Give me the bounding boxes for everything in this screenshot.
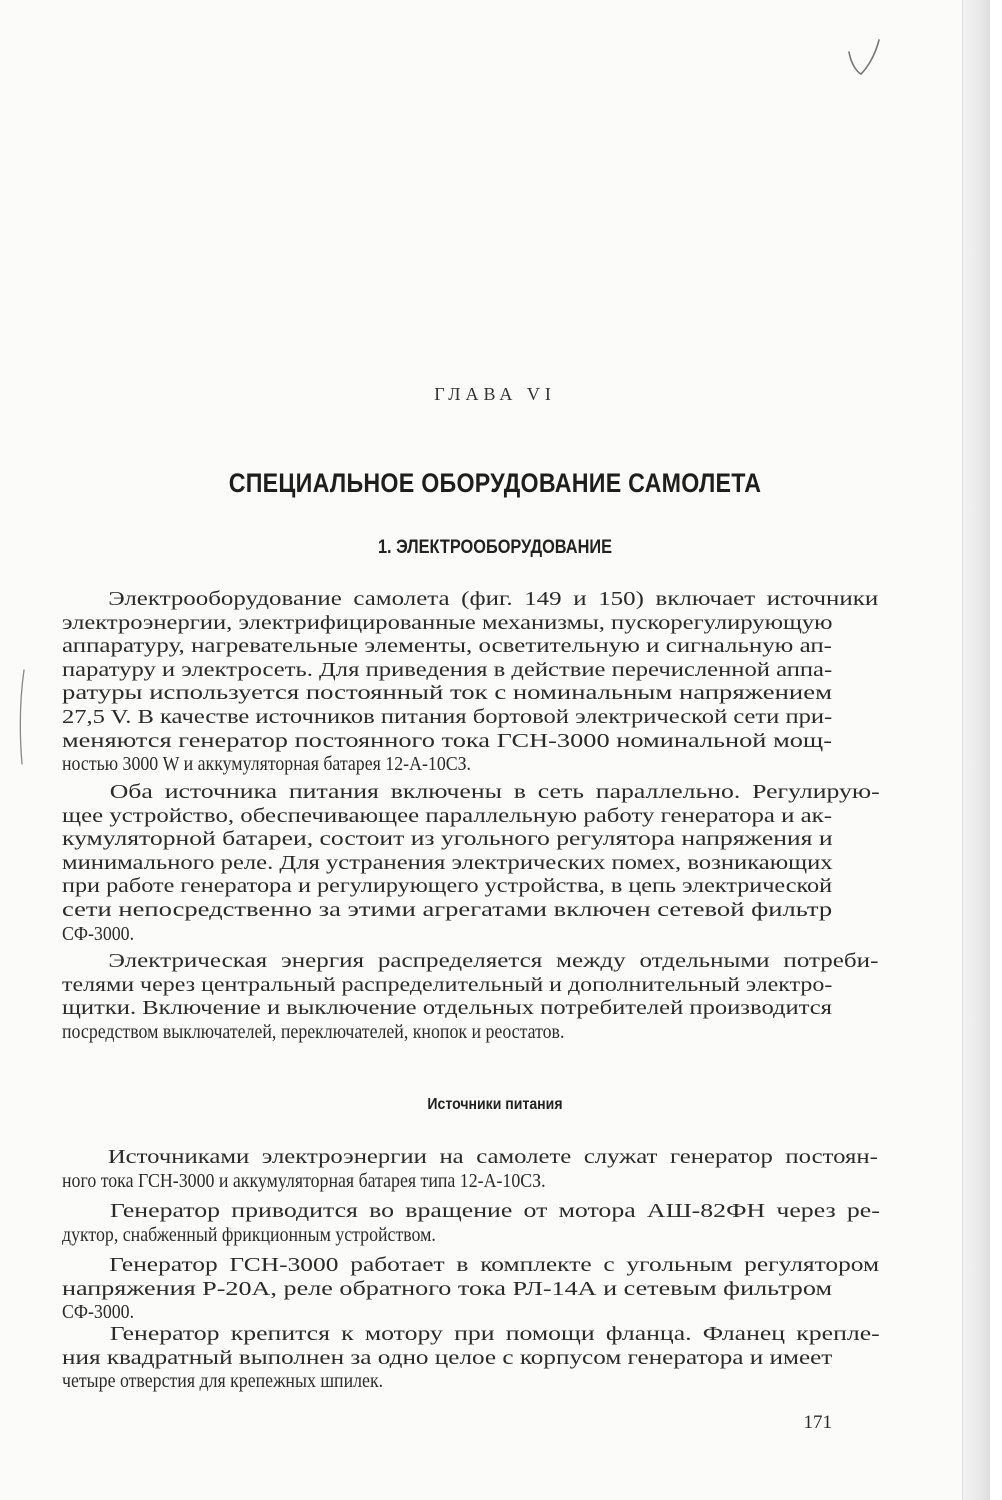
subsection-heading: Источники питания [427,1096,563,1113]
page-number: 171 [803,1412,832,1433]
text-line: Генератор крепится к мотору при помощи фланца. Фланец крепле- [109,1323,880,1345]
paragraph-4 [62,1146,878,1193]
text-line: кумуляторной батареи, состоит из угольного регулятора напряжения и [62,828,833,851]
text-line: аппаратуру, нагревательные элементы, осветительную и сигнальную ап- [62,635,832,658]
page-edge-shadow [962,0,991,1500]
margin-pencil-mark-icon [14,668,30,768]
text-line: Электрическая энергия распределяется между отдельными потреби- [108,950,879,972]
text-line: паратуру и электросеть. Для приведения в действие перечисленной аппа- [62,658,833,681]
text-line: дуктор, снабженный фрикционным устройством. [62,1223,436,1246]
text-line: ностью 3000 W и аккумуляторная батарея 12-А-10СЗ. [62,753,472,776]
text-line: СФ-3000. [62,922,135,945]
paragraph-1 [62,588,879,777]
text-line: минимального реле. Для устранения электрических помех, возникающих [62,851,833,874]
text-line: СФ-3000. [62,1301,135,1324]
text-line: электроэнергии, электрифицированные механизмы, пускорегулирующую [62,611,833,634]
text-line: Электрооборудование самолета (фиг. 149 и 150) включает источники [108,588,879,610]
text-line: посредством выключателей, переключателей, кнопок и реостатов. [62,1020,565,1043]
chapter-title: СПЕЦИАЛЬНОЕ ОБОРУДОВАНИЕ САМОЛЕТА [228,468,762,498]
text-line: телями через центральный распределительный и дополнительный электро- [62,973,833,996]
text-line: щитки. Включение и выключение отдельных потребителей производится [62,997,832,1020]
text-line: меняются генератор постоянного тока ГСН-3000 номинальной мощ- [62,729,833,752]
handwritten-checkmark-icon [845,38,893,82]
text-line: напряжения Р-20А, реле обратного тока РЛ-14А и сетевым фильтром [62,1277,832,1300]
paragraph-2 [62,781,880,946]
text-line: при работе генератора и регулирующего устройства, в цепь электрической [62,875,833,898]
chapter-heading: ГЛАВА VI [434,384,556,404]
text-line: ного тока ГСН-3000 и аккумуляторная батарея типа 12-А-10СЗ. [62,1169,546,1192]
text-line: Оба источника питания включены в сеть параллельно. Регулирую- [109,781,880,803]
paragraph-7 [62,1323,880,1394]
scan-margin [990,0,1002,1500]
text-line: сети непосредственно за этими агрегатами включен сетевой фильтр [62,898,833,921]
text-line: Генератор приводится во вращение от мотора АШ-82ФН через ре- [109,1200,880,1222]
text-line: ния квадратный выполнен за одно целое с корпусом генератора и имеет [62,1346,833,1369]
section-heading: 1. ЭЛЕКТРООБОРУДОВАНИЕ [377,537,613,558]
text-line: щее устройство, обеспечивающее параллельную работу генератора и ак- [62,804,832,827]
text-line: четыре отверстия для крепежных шпилек. [62,1370,384,1393]
text-line: Генератор ГСН-3000 работает в комплекте с угольным регулятором [109,1254,880,1276]
paragraph-6 [62,1254,880,1325]
text-line: Источниками электроэнергии на самолете служат генератор постоян- [107,1146,878,1168]
paragraph-3 [62,950,879,1044]
paragraph-5 [62,1200,880,1247]
text-line: 27,5 V. В качестве источников питания бортовой электрической сети при- [62,705,833,728]
text-line: ратуры используется постоянный ток с номинальным напряжением [62,682,832,705]
